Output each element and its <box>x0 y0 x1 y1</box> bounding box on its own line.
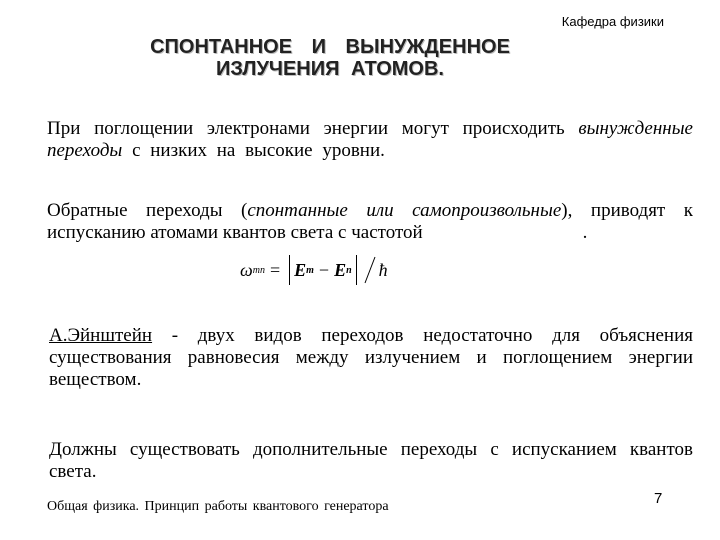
formula-e-m-sub: m <box>306 264 314 276</box>
paragraph-emission-italic: спонтанные или самопроизвольные <box>247 200 562 221</box>
frequency-formula <box>240 253 388 287</box>
paragraph-additional-transitions: Должны существовать дополнительные переходы с испусканием квантов света. <box>49 439 693 482</box>
paragraph-absorption-text-end: с низких на высокие уровни. <box>122 140 385 161</box>
einstein-name: А.Эйнштейн <box>49 325 153 346</box>
paragraph-emission-text-start: Обратные переходы ( <box>47 200 248 221</box>
formula-omega-sub: mn <box>252 264 265 276</box>
formula-abs-right-bar <box>356 255 357 285</box>
formula-abs-left-bar <box>289 255 290 285</box>
paragraph-absorption <box>47 118 693 162</box>
formula-e-m: E <box>294 259 307 280</box>
slide-title <box>80 36 580 80</box>
department-label: Кафедра физики <box>561 14 664 29</box>
paragraph-emission-text-mid: ), приводят к испусканию атомами квантов света с частотой <box>47 200 693 243</box>
formula-division-slash <box>363 255 377 285</box>
paragraph-einstein <box>49 325 693 391</box>
paragraph-emission <box>47 200 693 244</box>
page-number: 7 <box>654 490 663 507</box>
title-line-2: ИЗЛУЧЕНИЯ АТОМОВ. <box>216 58 444 80</box>
formula-omega: ω <box>240 259 253 280</box>
footer-course-title: Общая физика. Принцип работы квантового генератора <box>47 499 389 514</box>
formula-equals: = <box>269 259 281 280</box>
formula-minus: − <box>318 259 330 280</box>
formula-e-n: E <box>334 259 347 280</box>
paragraph-emission-text-end: . <box>582 222 588 243</box>
formula-e-n-sub: n <box>346 264 352 276</box>
formula-hbar: ħ <box>378 259 388 280</box>
paragraph-einstein-text: - двух видов переходов недостаточно для объяснения существования равновесия между излучением и поглощением энергии веществом. <box>49 325 693 390</box>
paragraph-absorption-text-start: При поглощении электронами энергии могут происходить <box>47 118 579 139</box>
paragraph-absorption-italic: вынужденные переходы <box>47 118 693 161</box>
title-line-1: СПОНТАННОЕ И ВЫНУЖДЕННОЕ <box>150 36 510 58</box>
